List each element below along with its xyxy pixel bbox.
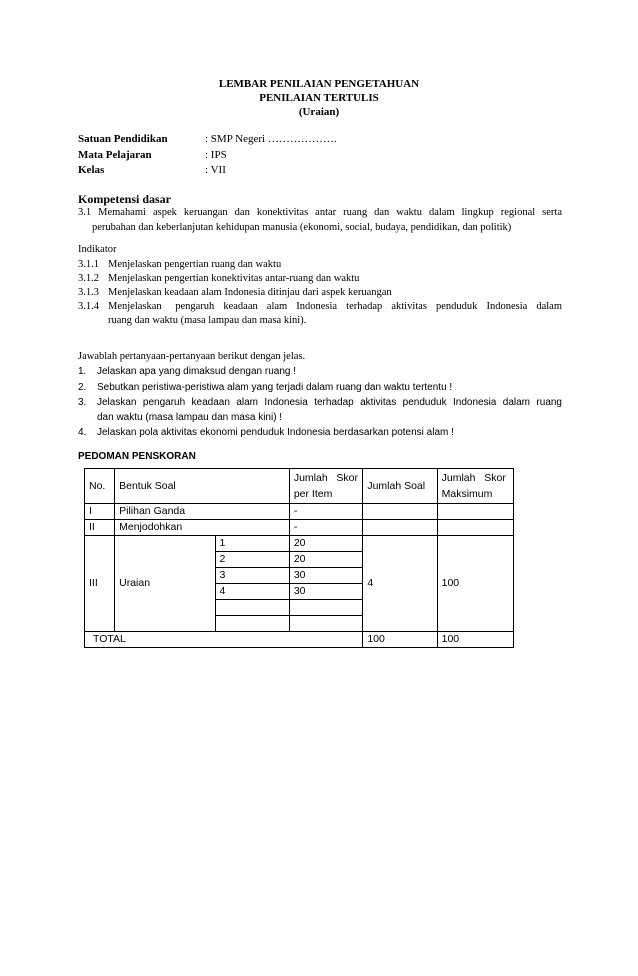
table-total-row [85, 632, 514, 648]
cell-no: I [85, 504, 115, 520]
question-num: 3. [78, 397, 87, 408]
indikator-text-cont: ruang dan waktu (masa lampau dan masa kini). [108, 315, 307, 326]
cell-total-jumlah-soal: 100 [363, 632, 437, 648]
header-skor-maksimum [437, 469, 513, 504]
indikator-text: Menjelaskan pengertian konektivitas antar-ruang dan waktu [108, 273, 360, 284]
indikator-text: Menjelaskan keadaan alam Indonesia ditinjau dari aspek keruangan [108, 287, 392, 298]
header-bentuk-soal: Bentuk Soal [115, 469, 290, 504]
value-satuan-pendidikan: : SMP Negeri ………………. [205, 133, 337, 145]
scoring-table [84, 468, 514, 648]
label-kelas: Kelas [78, 164, 105, 176]
question-text: Jelaskan apa yang dimaksud dengan ruang ! [97, 366, 297, 377]
label-satuan-pendidikan: Satuan Pendidikan [78, 133, 168, 145]
question-text: Sebutkan peristiwa-peristiwa alam yang terjadi dalam ruang dan waktu tertentu ! [97, 382, 453, 393]
cell-bentuk: Pilihan Ganda [115, 504, 290, 520]
cell-no: III [85, 536, 115, 632]
question-num: 4. [78, 427, 87, 438]
cell-sub-skor [289, 600, 363, 616]
cell-skor-item: - [289, 504, 363, 520]
cell-skor-max: 100 [437, 536, 513, 632]
header-skor-item-line2: per Item [293, 488, 333, 500]
cell-sub-skor [289, 616, 363, 632]
table-row [85, 536, 514, 552]
table-row [85, 504, 514, 520]
question-text: Jelaskan pengaruh keadaan alam Indonesia terhadap aktivitas penduduk Indonesia dalam ruang [97, 397, 562, 408]
header-skor-item [289, 469, 363, 504]
cell-total-label: TOTAL [85, 632, 363, 648]
doc-title-line2: PENILAIAN TERTULIS [259, 92, 379, 104]
questions-intro: Jawablah pertanyaan-pertanyaan berikut dengan jelas. [78, 351, 306, 362]
scoring-heading: PEDOMAN PENSKORAN [78, 451, 196, 462]
cell-sub-skor: 30 [289, 568, 363, 584]
indikator-num: 3.1.3 [78, 287, 99, 298]
cell-sub-number [215, 600, 289, 616]
cell-jumlah-soal: 4 [363, 536, 437, 632]
indikator-num: 3.1.4 [78, 301, 99, 312]
label-mata-pelajaran: Mata Pelajaran [78, 149, 152, 161]
header-skor-max-line2: Maksimum [441, 488, 493, 500]
cell-skor-item: - [289, 520, 363, 536]
question-num: 1. [78, 366, 87, 377]
cell-bentuk: Uraian [115, 536, 215, 632]
cell-sub-skor: 20 [289, 536, 363, 552]
question-text: Jelaskan pola aktivitas ekonomi penduduk Indonesia berdasarkan potensi alam ! [97, 427, 454, 438]
header-no: No. [85, 469, 115, 504]
cell-sub-number: 2 [215, 552, 289, 568]
indikator-text: Menjelaskan pengaruh keadaan alam Indonesia terhadap aktivitas penduduk Indonesia dalam [108, 301, 562, 312]
value-kelas: : VII [205, 164, 226, 176]
header-skor-max-line1: Jumlah Skor [441, 472, 506, 484]
cell-sub-skor: 30 [289, 584, 363, 600]
cell-jumlah-soal [363, 504, 437, 520]
cell-total-skor-max: 100 [437, 632, 513, 648]
indikator-num: 3.1.2 [78, 273, 99, 284]
cell-sub-number: 4 [215, 584, 289, 600]
kd-line2: perubahan dan keberlanjutan kehidupan manusia (ekonomi, social, budaya, pendidikan, dan politik) [92, 222, 512, 233]
cell-sub-skor: 20 [289, 552, 363, 568]
header-jumlah-soal: Jumlah Soal [363, 469, 437, 504]
indikator-heading: Indikator [78, 244, 117, 255]
cell-sub-number: 1 [215, 536, 289, 552]
question-text-cont: dan waktu (masa lampau dan masa kini) ! [97, 412, 283, 423]
doc-title-line1: LEMBAR PENILAIAN PENGETAHUAN [218, 78, 420, 90]
question-num: 2. [78, 382, 87, 393]
indikator-num: 3.1.1 [78, 259, 99, 270]
cell-jumlah-soal [363, 520, 437, 536]
cell-no: II [85, 520, 115, 536]
cell-skor-max [437, 504, 513, 520]
kd-line1: 3.1 Memahami aspek keruangan dan konektivitas antar ruang dan waktu dalam lingkup regional serta [78, 207, 562, 218]
cell-skor-max [437, 520, 513, 536]
cell-sub-number [215, 616, 289, 632]
cell-bentuk: Menjodohkan [115, 520, 290, 536]
kd-heading: Kompetensi dasar [78, 192, 171, 206]
cell-sub-number: 3 [215, 568, 289, 584]
table-header-row [85, 469, 514, 504]
indikator-text: Menjelaskan pengertian ruang dan waktu [108, 259, 282, 270]
table-row [85, 520, 514, 536]
doc-title-line3: (Uraian) [298, 106, 340, 118]
value-mata-pelajaran: : IPS [205, 149, 227, 161]
header-skor-item-line1: Jumlah Skor [293, 472, 359, 484]
